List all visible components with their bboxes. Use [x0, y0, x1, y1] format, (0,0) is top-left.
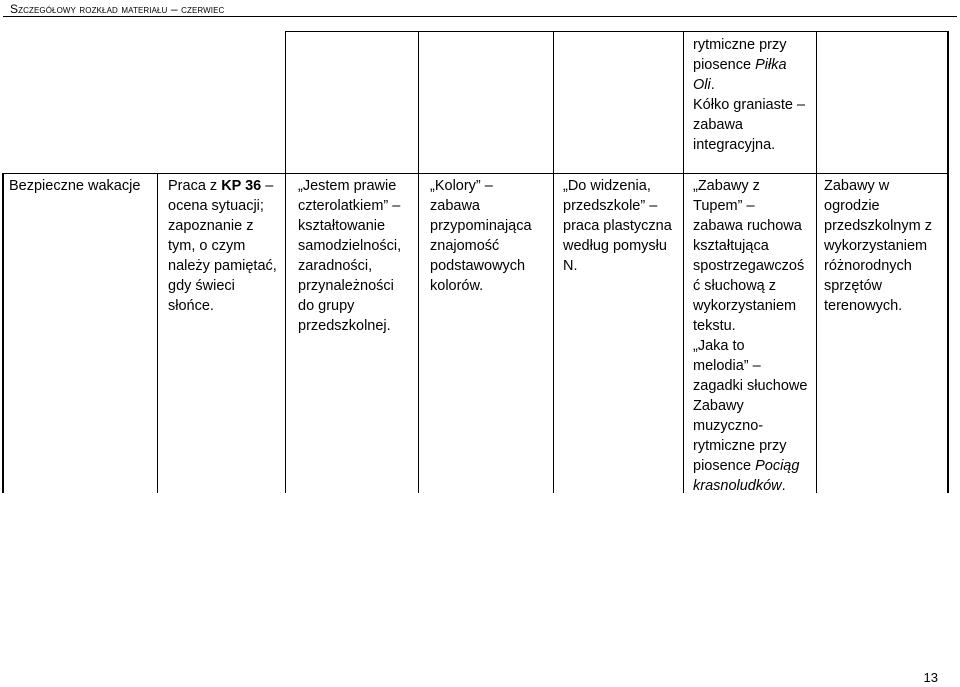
- column-divider-1: [157, 173, 158, 493]
- song-title: Piłka Oli: [693, 57, 787, 93]
- table-border-right: [947, 31, 949, 493]
- row-divider: [2, 173, 949, 174]
- page-number: 13: [923, 670, 938, 685]
- cell-text: .: [781, 478, 786, 494]
- column-divider-5: [683, 31, 684, 493]
- activity-cell-6: Zabawy w ogrodzie przedszkolnym z wykorzystaniem różnorodnych sprzętów terenowych.: [824, 178, 932, 314]
- topic-cell: Bezpieczne wakacje: [9, 178, 141, 194]
- header-divider: [3, 16, 957, 17]
- table-border-top: [285, 31, 949, 32]
- column-divider-3: [418, 31, 419, 493]
- song-title: Pociąg krasnoludków: [693, 458, 800, 494]
- activity-cell-4: „Do widzenia, przedszkole” – praca plastyczna według pomysłu N.: [563, 178, 672, 274]
- header-title: Szczegółowy rozkład materiału – czerwiec: [10, 2, 225, 16]
- table-border-left: [2, 173, 4, 493]
- document-header: [10, 2, 224, 16]
- column-divider-6: [816, 31, 817, 493]
- cell-text: „Zabawy z Tupem” – zabawa ruchowa kształtująca spostrzegawczoś ć słuchową z wykorzystaniem tekstu. „Jaka to melodia” – zagadki słuchowe Zabawy muzyczno- rytmiczne przy piosence: [693, 178, 808, 474]
- activity-cell-3: „Kolory” – zabawa przypominająca znajomość podstawowych kolorów.: [430, 178, 532, 294]
- top-row-cell-games: [693, 35, 813, 155]
- cell-text: . Kółko graniaste – zabawa integracyjna.: [693, 77, 806, 153]
- cell-text: rytmiczne przy piosence: [693, 37, 787, 73]
- activity-cell-1: [168, 176, 283, 316]
- lesson-plan-table: [2, 31, 957, 493]
- cell-text: Praca z: [168, 178, 222, 194]
- workbook-ref: KP 36: [221, 178, 262, 194]
- activity-cell-5: [693, 176, 815, 496]
- column-divider-2: [285, 31, 286, 493]
- column-divider-4: [553, 31, 554, 493]
- cell-text: – ocena sytuacji; zapoznanie z tym, o czym należy pamiętać, gdy świeci słońce.: [168, 178, 277, 314]
- activity-cell-2: „Jestem prawie czterolatkiem” – kształtowanie samodzielności, zaradności, przynależności do grupy przedszkolnej.: [298, 178, 402, 334]
